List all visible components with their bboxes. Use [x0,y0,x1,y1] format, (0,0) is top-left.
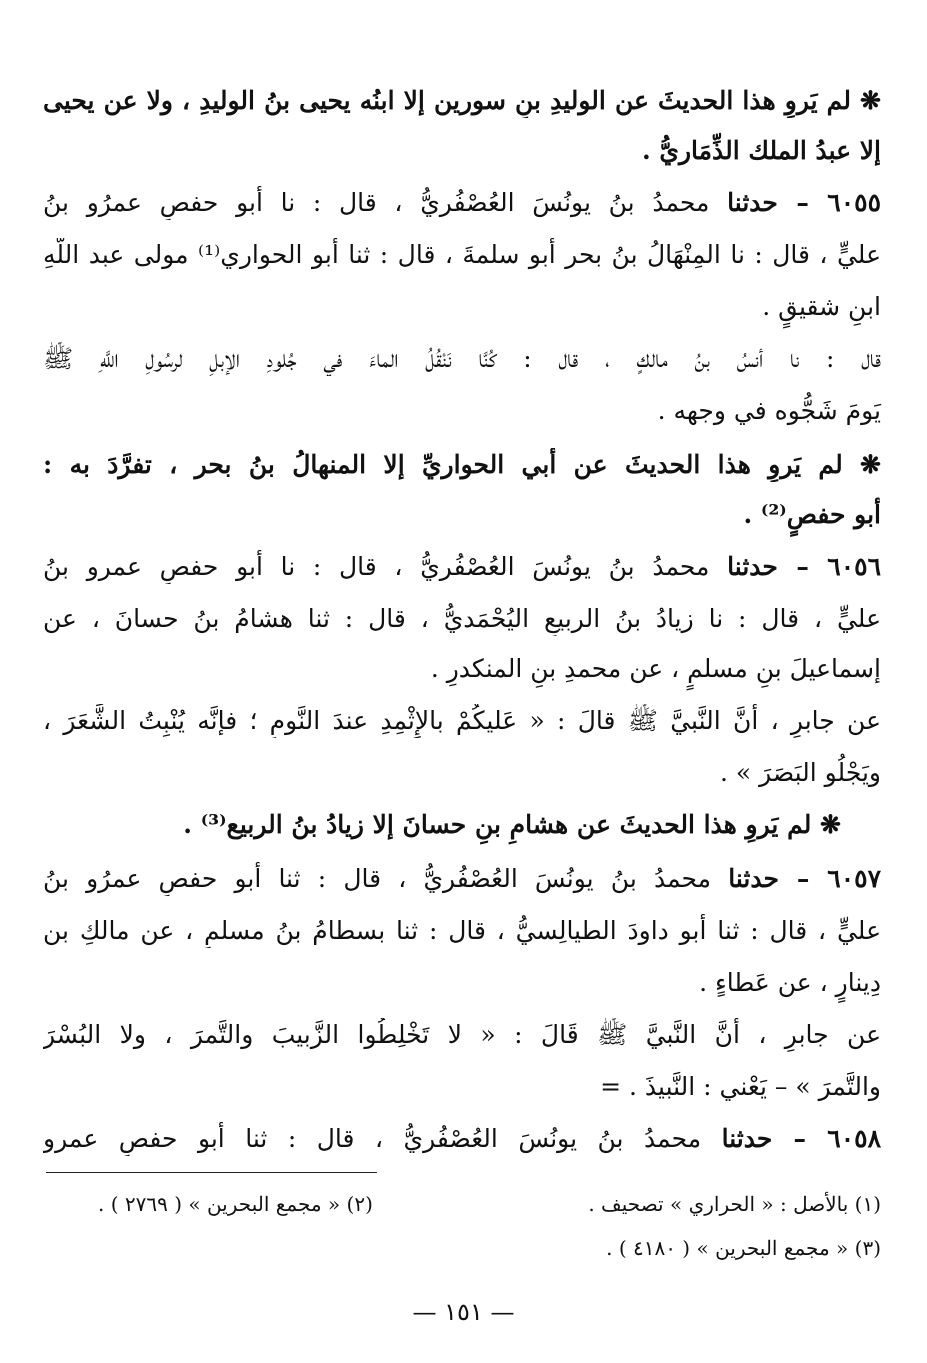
note-line-15: ❋ لم يَروِ هذا الحديثَ عن هشامِ بنِ حسانَ إلا زيادُ بنُ الربيع⁽³⁾ . [183,810,841,839]
text-line-20: والتَّمرَ » – يَعْني : النَّبيذَ . = [600,1072,881,1101]
note-line-8: ❋ لم يَروِ هذا الحديثَ عن أبي الحواريِّ إلا المنهالُ بنُ بحر ، تفرَّدَ به : [43,450,881,479]
text-line-18: دِينارٍ ، عن عَطاءٍ . [699,968,881,997]
hadith-text: محمدُ بنُ يونُسَ العُصْفُريُّ ، قال : نا أبو حفصٍ عمرُو بنُ [43,188,710,217]
text-line-14: ويَجْلُو البَصَرَ » . [719,758,881,787]
footnote-2: (٢) « مجمع البحرين » ( ٢٧٦٩ ) . [98,1192,373,1216]
text-line-5: ابنِ شقيقٍ . [762,292,881,321]
text-line-4: عليٍّ ، قال : نا المِنْهَالُ بنُ بحر أبو سلمةَ ، قال : ثنا أبو الحواري⁽¹⁾ مولى عبد اللَّهِ [43,240,881,269]
footnote-divider [46,1172,377,1173]
page-number: — ١٥١ — [412,1298,515,1326]
text-line-12: إسماعيلَ بنِ مسلمٍ ، عن محمدِ بنِ المنكدرِ . [430,654,881,683]
hadith-6056-header [43,550,881,584]
hadith-number: ٦٠٥٥ – حدثنا [727,188,881,217]
hadith-6055-header [43,186,881,220]
text-line-11: عليٍّ ، قال : نا زيادُ بنُ الربيعِ اليُحْمَديُّ ، قال : ثنا هشامُ بنُ حسانَ ، عن [43,604,881,633]
hadith-number: ٦٠٥٧ – حدثنا [728,864,881,893]
text-line-7: يَومَ شَجُّوه في وجهه . [657,396,881,425]
text-line-13: عن جابرٍ ، أنَّ النَّبيَّ ﷺ قالَ : « عَليكُمْ بالإِثْمِدِ عندَ النَّومِ ؛ فإنَّه يُنْبِتُ الشَّعَرَ ، [43,706,881,735]
footnote-1: (١) بالأصل : « الحراري » تصحيف . [588,1192,881,1216]
text-line-6: قال : نا أنسُ بنُ مالكٍ ، قال : كُنَّا نَنْقُلُ الماءَ في جُلودِ الإبلِ لرسُولِ اللَّهِ ﷺ [43,344,881,373]
hadith-number: ٦٠٥٨ – حدثنا [721,1124,881,1153]
footnote-3: (٣) « مجمع البحرين » ( ٤١٨٠ ) . [606,1236,881,1260]
note-line-2: إلا عبدُ الملك الذِّمَاريُّ . [641,136,881,165]
note-line-9: أبو حفصٍ⁽²⁾ . [743,500,881,529]
note-line-1: ❋ لم يَروِ هذا الحديثَ عن الوليدِ بنِ سورين إلا ابنُه يحيى بنُ الوليدِ ، ولا عن يحيى [43,86,881,115]
hadith-number: ٦٠٥٦ – حدثنا [727,552,881,581]
text-line-17: عليٍّ ، قال : ثنا أبو داودَ الطيالِسيُّ ، قال : ثنا بسطامُ بنُ مسلمٍ ، عن مالكِ بن [43,916,881,945]
text-line-19: عن جابرٍ ، أَنَّ النَّبيَّ ﷺ قَالَ : « لا تَخْلِطُوا الزَّبيبَ والتَّمرَ ، ولا البُسْرَ [43,1020,881,1049]
hadith-text: محمدُ بنُ يونُسَ العُصْفُريُّ ، قال : ثنا أبو حفصٍ عمرو [43,1124,702,1153]
hadith-6058-header [43,1122,881,1156]
hadith-text: محمدُ بنُ يونُسَ العُصْفُريُّ ، قال : نا أبو حفصٍ عمرو بنُ [43,552,710,581]
hadith-6057-header [43,862,881,896]
hadith-text: محمدُ بنُ يونُسَ العُصْفُريُّ ، قال : ثنا أبو حفصٍ عمرُو بنُ [43,864,712,893]
